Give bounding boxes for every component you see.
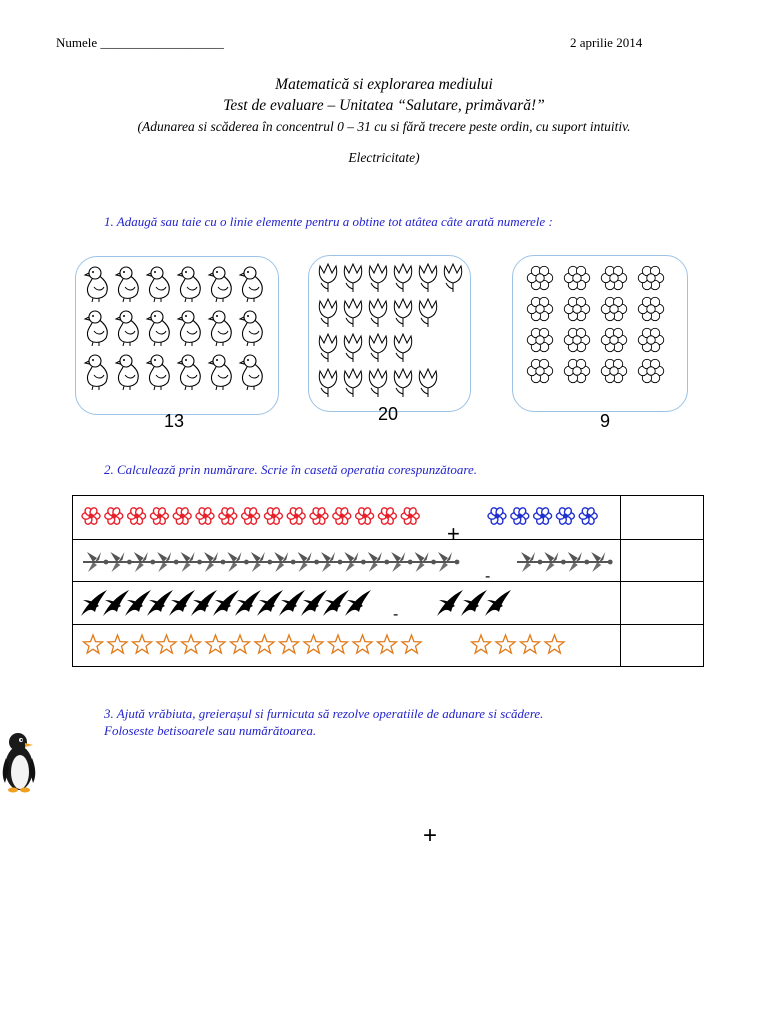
subject-title: Matematică si explorarea mediului	[275, 76, 493, 93]
plus-sign: +	[447, 521, 460, 546]
swallow-icon	[169, 590, 195, 616]
flower-icon	[601, 297, 627, 320]
flower-icon	[356, 507, 374, 526]
tulip-icon	[444, 264, 461, 292]
flower-icon	[638, 328, 664, 351]
flowers-box	[512, 255, 688, 412]
swallow-icon	[323, 590, 349, 616]
tulip-icon	[394, 369, 411, 397]
flower-icon	[219, 507, 237, 526]
tulip-icon	[369, 369, 386, 397]
table-row-stars	[77, 627, 617, 665]
star-icon	[230, 635, 249, 653]
flower-icon	[173, 507, 191, 526]
dragonfly-icon	[434, 552, 459, 572]
flower-icon	[488, 507, 506, 526]
dragonfly-icon	[223, 552, 248, 572]
chick-icon	[240, 355, 262, 390]
dragonfly-icon	[177, 552, 202, 572]
flower-icon	[601, 328, 627, 351]
tulip-icon	[369, 264, 386, 292]
star-icon	[304, 635, 323, 653]
tulip-icon	[394, 334, 411, 362]
flower-icon	[401, 507, 419, 526]
dragonfly-icon	[294, 552, 319, 572]
chick-icon	[240, 267, 262, 302]
swallow-icon	[461, 590, 487, 616]
swallow-icon	[125, 590, 151, 616]
star-icon	[471, 635, 490, 653]
swallow-icon	[213, 590, 239, 616]
chick-icon	[147, 355, 169, 390]
chick-icon	[209, 355, 231, 390]
tulip-icon	[419, 299, 436, 327]
flower-icon	[196, 507, 214, 526]
minus-sign: -	[393, 606, 399, 623]
star-icon	[157, 635, 176, 653]
flower-icon	[527, 359, 553, 382]
flower-icon	[333, 507, 351, 526]
test-description-end: Electricitate)	[348, 150, 420, 165]
tulip-icon	[344, 334, 361, 362]
star-icon	[108, 635, 127, 653]
penguin-icon	[0, 728, 40, 794]
star-icon	[545, 635, 564, 653]
dragonfly-icon	[540, 552, 565, 572]
dragonfly-icon	[364, 552, 389, 572]
tulip-icon	[344, 369, 361, 397]
dragonfly-icon	[83, 552, 108, 572]
flower-icon	[638, 359, 664, 382]
tulip-icon	[394, 264, 411, 292]
flower-icon	[105, 507, 123, 526]
flower-icon	[287, 507, 305, 526]
flower-icon	[564, 359, 590, 382]
swallow-icon	[191, 590, 217, 616]
tulip-icon	[369, 299, 386, 327]
star-icon	[377, 635, 396, 653]
exercise-2-instruction: 2. Calculează prin numărare. Scrie în casetă operatia corespunzătoare.	[104, 462, 477, 477]
answer-box[interactable]	[622, 583, 700, 623]
flower-icon	[310, 507, 328, 526]
swallow-icon	[301, 590, 327, 616]
answer-box[interactable]	[622, 626, 700, 665]
tulip-icon	[344, 299, 361, 327]
chick-icon	[178, 311, 200, 346]
chick-icon	[116, 355, 138, 390]
swallow-icon	[147, 590, 173, 616]
swallow-icon	[103, 590, 129, 616]
flower-group	[513, 256, 687, 411]
swallow-icon	[279, 590, 305, 616]
swallow-icon	[81, 590, 107, 616]
chick-icon	[85, 311, 107, 346]
tulips-box	[308, 255, 471, 412]
flower-icon	[150, 507, 168, 526]
swallow-icon	[485, 590, 511, 616]
chick-icon	[116, 267, 138, 302]
target-number-9: 9	[600, 411, 611, 431]
chick-icon	[209, 311, 231, 346]
swallow-icon	[345, 590, 371, 616]
table-row-dragonflies	[77, 542, 617, 582]
star-icon	[206, 635, 225, 653]
flower-icon	[579, 507, 597, 526]
flower-icon	[82, 507, 100, 526]
target-number-20: 20	[378, 404, 399, 424]
dragonfly-icon	[317, 552, 342, 572]
test-title: Test de evaluare – Unitatea “Salutare, primăvară!”	[223, 97, 545, 114]
flower-icon	[564, 328, 590, 351]
flower-icon	[601, 359, 627, 382]
dragonfly-icon	[270, 552, 295, 572]
star-icon	[255, 635, 274, 653]
dragonfly-icon	[387, 552, 412, 572]
flower-icon	[527, 266, 553, 289]
table-row-divider	[73, 624, 703, 625]
tulip-icon	[344, 264, 361, 292]
dragonfly-icon	[200, 552, 225, 572]
flower-icon	[264, 507, 282, 526]
star-icon	[328, 635, 347, 653]
tulip-icon	[319, 334, 336, 362]
flower-icon	[564, 297, 590, 320]
star-icon	[496, 635, 515, 653]
tulip-icon	[394, 299, 411, 327]
dragonfly-icon	[564, 552, 589, 572]
flower-icon	[378, 507, 396, 526]
flower-icon	[601, 266, 627, 289]
dragonfly-icon	[517, 552, 542, 572]
chick-icon	[209, 267, 231, 302]
flower-icon	[638, 266, 664, 289]
table-row-swallows	[77, 584, 617, 624]
star-icon	[402, 635, 421, 653]
exercise-3-instruction: 3. Ajută vrăbiuta, greierașul si furnicuta să rezolve operatiile de adunare si scădere.	[104, 706, 544, 721]
answer-box[interactable]	[622, 541, 700, 580]
tulip-icon	[319, 264, 336, 292]
star-icon	[181, 635, 200, 653]
dragonfly-icon	[247, 552, 272, 572]
tulip-icon	[369, 334, 386, 362]
flower-icon	[527, 297, 553, 320]
flower-icon	[638, 297, 664, 320]
chick-icon	[147, 267, 169, 302]
chick-icon	[116, 311, 138, 346]
chick-icon	[85, 355, 107, 390]
tulip-group	[309, 256, 470, 411]
chick-icon	[178, 267, 200, 302]
tulip-icon	[419, 369, 436, 397]
dragonfly-icon	[130, 552, 155, 572]
plus-sign: +	[423, 822, 438, 849]
table-row-flowers	[77, 500, 617, 540]
exercise-3-instruction-2: Foloseste betisoarele sau numărătoarea.	[104, 723, 317, 738]
flower-icon	[534, 507, 552, 526]
date-label: 2 aprilie 2014	[570, 35, 643, 50]
flower-icon	[511, 507, 529, 526]
chick-icon	[85, 267, 107, 302]
dragonfly-icon	[106, 552, 131, 572]
counting-table	[72, 495, 704, 667]
tulip-icon	[419, 264, 436, 292]
star-icon	[83, 635, 102, 653]
tulip-icon	[319, 369, 336, 397]
dragonfly-icon	[587, 552, 612, 572]
star-icon	[520, 635, 539, 653]
target-number-13: 13	[164, 411, 185, 431]
exercise-1-instruction: 1. Adaugă sau taie cu o linie elemente pentru a obtine tot atâtea câte arată numerele :	[104, 214, 553, 229]
chick-icon	[147, 311, 169, 346]
flower-icon	[564, 266, 590, 289]
swallow-icon	[437, 590, 463, 616]
swallow-icon	[235, 590, 261, 616]
name-field-label: Numele ___________________	[56, 35, 224, 50]
swallow-icon	[257, 590, 283, 616]
flower-icon	[556, 507, 574, 526]
minus-sign: -	[485, 568, 491, 585]
star-icon	[132, 635, 151, 653]
dragonfly-icon	[153, 552, 178, 572]
dragonfly-icon	[340, 552, 365, 572]
tulip-icon	[319, 299, 336, 327]
star-icon	[279, 635, 298, 653]
chicks-box	[75, 256, 279, 415]
dragonfly-icon	[411, 552, 436, 572]
answer-box[interactable]	[622, 498, 700, 538]
chick-icon	[178, 355, 200, 390]
flower-icon	[128, 507, 146, 526]
flower-icon	[242, 507, 260, 526]
flower-icon	[527, 328, 553, 351]
chick-icon	[240, 311, 262, 346]
test-description: (Adunarea si scăderea în concentrul 0 – 31 cu si fără trecere peste ordin, cu suport intuitiv.	[137, 119, 631, 134]
star-icon	[353, 635, 372, 653]
chick-group	[76, 257, 278, 414]
